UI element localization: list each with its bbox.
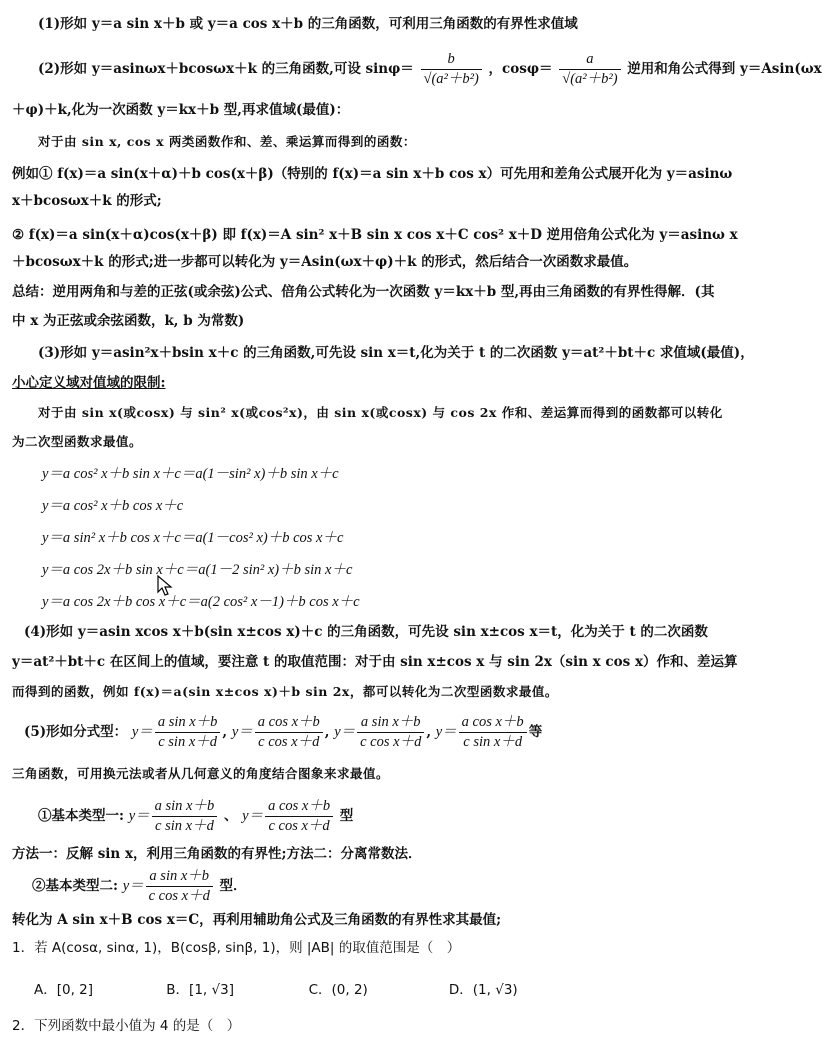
summary-continuation: 中 x 为正弦或余弦函数，k, b 为常数) <box>12 313 245 329</box>
item-4-line: (4)形如 y＝asin xcos x＋b(sin x±cos x)＋c 的三角函数，可先设 sin x±cos x＝t，化为关于 t 的二次函数 <box>24 624 708 640</box>
basic-type-2-fraction: $\frac{\text{a sin x＋b}}{\text{c cos x＋d}}$ <box>146 867 213 906</box>
item-4-continuation: y＝at²＋bt＋c 在区间上的值域，要注意 t 的取值范围：对于由 sin x±cos x 与 sin 2x（sin x cos x）作和、差运算 <box>12 654 738 670</box>
fraction-type-1: $\frac{\text{a sin x＋b}}{\text{c sin x＋d}}$ <box>155 713 221 752</box>
question-2: 2．下列函数中最小值为 4 的是（ ） <box>12 1018 241 1034</box>
item-2-line: (2)形如 y＝asinωx＋bcosωx＋k 的三角函数,可设 sinφ＝ $\frac{b}{\text{√(a²＋b²)}}$ ，cosφ＝ $\frac{a}{\text{√(a²＋b²)}}$ 逆用和角公式得到 y＝Asin(ωx <box>38 51 822 87</box>
note-quadratic-type: 对于由 sin x(或cosx) 与 sin² x(或cos²x)，由 sin x(或cosx) 与 cos 2x 作和、差运算而得到的函数都可以转化 <box>38 405 723 420</box>
basic-type-1-line: ①基本类型一: y＝ $\frac{\text{a sin x＋b}}{\text{c sin x＋d}}$ 、 y＝ $\frac{\text{a cos x＋b}}{\text{c cos x＋d}}$ 型 <box>38 798 354 834</box>
note-quadratic-continuation: 为二次型函数求最值。 <box>12 434 143 449</box>
question-1: 1．若 A(cosα, sinα, 1)，B(cosβ, sinβ, 1)，则 |AB| 的取值范围是（ ） <box>12 940 461 956</box>
option-a[interactable]: A．[0, 2] <box>34 982 94 998</box>
basic-type-1-fraction-b: $\frac{\text{a cos x＋b}}{\text{c cos x＋d}}$ <box>265 797 333 836</box>
formula-4: y＝a cos 2x＋b sin x＋c＝a(1－2 sin² x)＋b sin x＋c <box>42 562 353 578</box>
item-2-continuation: ＋φ)＋k,化为一次函数 y＝kx＋b 型,再求值域(最值)： <box>12 102 350 118</box>
option-b[interactable]: B．[1, √3] <box>166 982 234 998</box>
fraction-type-4: $\frac{\text{a cos x＋b}}{\text{c sin x＋d}}$ <box>459 713 527 752</box>
example-1-line: 例如① f(x)＝a sin(x＋α)＋b cos(x＋β)（特别的 f(x)＝a sin x＋b cos x）可先用和差角公式展开化为 y＝asinω <box>12 166 733 182</box>
conversion-line: 转化为 A sin x＋B cos x＝C，再利用辅助角公式及三角函数的有界性求其最值; <box>12 912 502 928</box>
summary-line: 总结：逆用两角和与差的正弦(或余弦)公式、倍角公式转化为一次函数 y＝kx＋b 型,再由三角函数的有界性得解．(其 <box>12 284 715 300</box>
option-c[interactable]: C．(0, 2) <box>308 982 368 998</box>
question-1-options <box>34 980 723 1000</box>
fraction-type-3: $\frac{\text{a sin x＋b}}{\text{c cos x＋d}}$ <box>357 713 424 752</box>
option-d[interactable]: D．(1, √3) <box>448 982 518 998</box>
fraction-type-2: $\frac{\text{a cos x＋b}}{\text{c cos x＋d}}$ <box>255 713 323 752</box>
item-5-line: (5)形如分式型： y＝ $\frac{\text{a sin x＋b}}{\text{c sin x＋d}}$ , y＝ $\frac{\text{a cos x＋b}}{\text{c cos x＋d}}$ , y＝ $\frac{\text{a sin x＋b}}{\text{c cos x＋d}}$ , y＝ $\frac{\text{a cos x＋b}}{\text{c sin x＋d}}$ 等 <box>24 714 543 750</box>
formula-2: y＝a cos² x＋b cos x＋c <box>42 498 184 514</box>
item-5-note: 三角函数，可用换元法或者从几何意义的角度结合图象来求最值。 <box>12 766 390 781</box>
domain-warning: 小心定义域对值域的限制: <box>12 375 166 391</box>
item-1-line: (1)形如 y＝a sin x＋b 或 y＝a cos x＋b 的三角函数，可利用三角函数的有界性求值域 <box>38 16 578 32</box>
item-4-note: 而得到的函数，例如 f(x)＝a(sin x±cos x)＋b sin 2x，都可以转化为二次型函数求最值。 <box>12 684 558 699</box>
item-3-line: (3)形如 y＝asin²x＋bsin x＋c 的三角函数,可先设 sin x＝t,化为关于 t 的二次函数 y＝at²＋bt＋c 求值域(最值)， <box>38 345 754 361</box>
basic-type-1-fraction-a: $\frac{\text{a sin x＋b}}{\text{c sin x＋d}}$ <box>152 797 218 836</box>
formula-5: y＝a cos 2x＋b cos x＋c＝a(2 cos² x－1)＋b cos x＋c <box>42 594 360 610</box>
method-line: 方法一：反解 sin x，利用三角函数的有界性;方法二：分离常数法． <box>12 846 422 862</box>
cos-phi-fraction: $\frac{a}{\text{√(a²＋b²)}}$ <box>559 50 620 89</box>
note-sin-cos-combination: 对于由 sin x, cos x 两类函数作和、差、乘运算而得到的函数： <box>38 134 416 149</box>
example-2-continuation: ＋bcosωx＋k 的形式;进一步都可以转化为 y＝Asin(ωx＋φ)＋k 的形式，然后结合一次函数求最值。 <box>12 254 638 270</box>
sin-phi-fraction: $\frac{b}{\text{√(a²＋b²)}}$ <box>421 50 482 89</box>
formula-3: y＝a sin² x＋b cos x＋c＝a(1－cos² x)＋b cos x＋c <box>42 530 344 546</box>
example-2-line: ② f(x)＝a sin(x＋α)cos(x＋β) 即 f(x)＝A sin² x＋B sin x cos x＋C cos² x＋D 逆用倍角公式化为 y＝asinω x <box>12 227 738 243</box>
example-1-continuation: x＋bcosωx＋k 的形式; <box>12 193 162 209</box>
formula-1: y＝a cos² x＋b sin x＋c＝a(1－sin² x)＋b sin x＋c <box>42 466 339 482</box>
basic-type-2-line: ②基本类型二: y＝ $\frac{\text{a sin x＋b}}{\text{c cos x＋d}}$ 型． <box>32 868 247 904</box>
